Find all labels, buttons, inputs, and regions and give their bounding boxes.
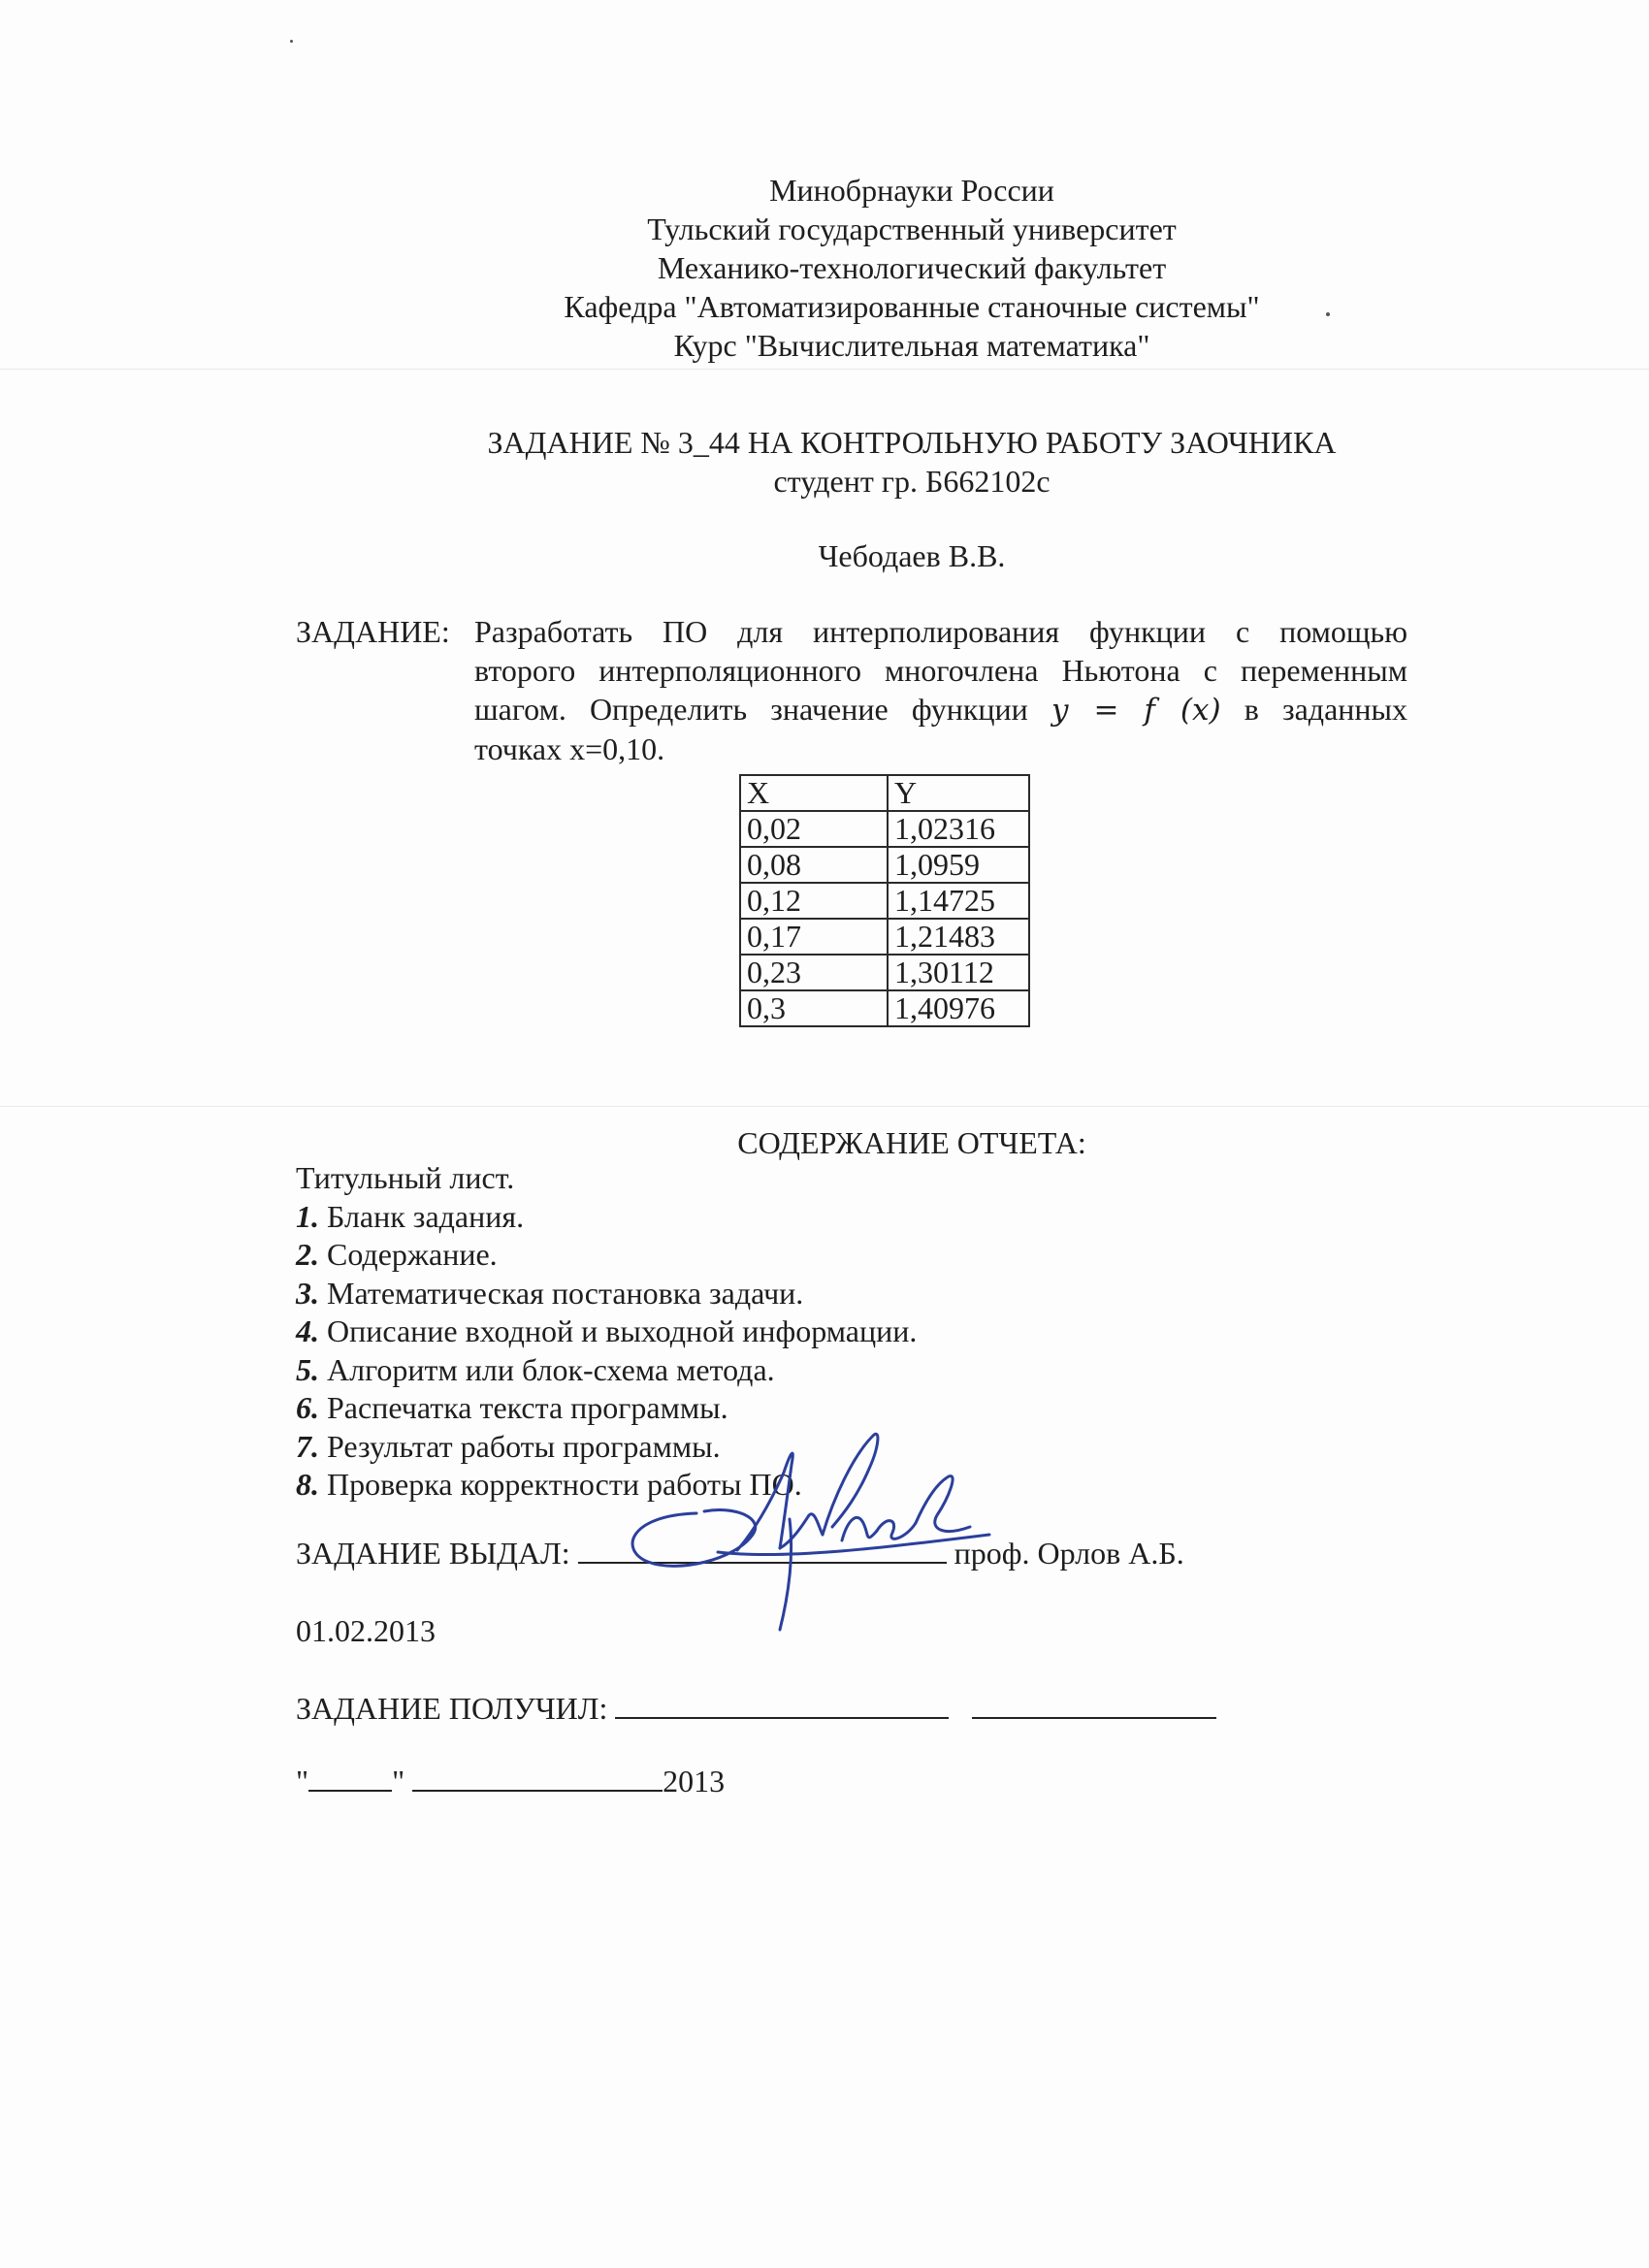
table-cell-x: 0,23	[740, 955, 888, 990]
signature-line	[615, 1690, 949, 1719]
task-line-3	[474, 690, 1407, 729]
table-row	[740, 955, 1029, 990]
date-year: 2013	[663, 1764, 726, 1798]
table-cell-x: 0,02	[740, 811, 888, 847]
student-name: Чебодаев В.В.	[818, 538, 1006, 573]
date-open-quote: "	[296, 1764, 309, 1798]
issue-date: 01.02.2013	[296, 1613, 436, 1648]
header-line-ministry: Минобрнауки России	[769, 173, 1054, 208]
table-header-y: Y	[888, 775, 1029, 811]
received-label: ЗАДАНИЕ ПОЛУЧИЛ:	[296, 1691, 608, 1726]
assignment-title	[0, 423, 1649, 501]
report-heading: СОДЕРЖАНИЕ ОТЧЕТА:	[737, 1125, 1086, 1160]
date-fill-line	[296, 1762, 725, 1800]
name-line	[972, 1690, 1216, 1719]
task-line-4: точках x=0,10.	[474, 731, 665, 766]
received-by-row	[296, 1689, 1216, 1728]
task-label: ЗАДАНИЕ:	[296, 614, 450, 649]
table-cell-y: 1,0959	[888, 847, 1029, 883]
issued-by-name: проф. Орлов А.Б.	[954, 1536, 1184, 1571]
list-item: 1. Бланк задания.	[296, 1198, 525, 1234]
list-item: 8. Проверка корректности работы ПО.	[296, 1467, 802, 1502]
list-item: 5. Алгоритм или блок-схема метода.	[296, 1351, 775, 1387]
table-cell-x: 0,3	[740, 990, 888, 1026]
table-cell-y: 1,30112	[888, 955, 1029, 990]
table-cell-x: 0,12	[740, 883, 888, 919]
header-line-course: Курс "Вычислительная математика"	[673, 328, 1150, 363]
header-line-department: Кафедра "Автоматизированные станочные системы"	[564, 289, 1260, 324]
task-line-2: второго интерполяционного многочлена Ньютона с переменным	[474, 653, 1407, 688]
table-cell-y: 1,14725	[888, 883, 1029, 919]
paper-fold-line	[0, 1106, 1649, 1107]
day-blank	[308, 1763, 392, 1792]
table-row	[740, 990, 1029, 1026]
table-cell-x: 0,08	[740, 847, 888, 883]
document-header	[0, 171, 1649, 365]
task-text	[474, 612, 1407, 768]
table-cell-y: 1,02316	[888, 811, 1029, 847]
task-line-3-end: в заданных	[1244, 692, 1408, 727]
table-row	[740, 847, 1029, 883]
month-blank	[412, 1763, 663, 1792]
table-row	[740, 811, 1029, 847]
task-line-1: Разработать ПО для интерполирования функции с помощью	[474, 614, 1407, 649]
table-header-x: X	[740, 775, 888, 811]
header-line-university: Тульский государственный университет	[647, 211, 1177, 246]
header-line-faculty: Механико-технологический факультет	[657, 250, 1167, 285]
table-cell-x: 0,17	[740, 919, 888, 955]
table-header-row	[740, 775, 1029, 811]
handwritten-signature	[590, 1426, 997, 1639]
table-cell-y: 1,21483	[888, 919, 1029, 955]
table-row	[740, 883, 1029, 919]
list-item: 3. Математическая постановка задачи.	[296, 1275, 804, 1311]
assignment-title-line: ЗАДАНИЕ № 3_44 НА КОНТРОЛЬНУЮ РАБОТУ ЗАОЧНИКА	[487, 425, 1337, 460]
paper-fold-line	[0, 369, 1649, 370]
list-item: Титульный лист.	[296, 1160, 515, 1195]
task-formula: y = f (x)	[1051, 693, 1221, 728]
student-group: студент гр. Б662102с	[773, 464, 1051, 499]
task-line-3-start: шагом. Определить значение функции	[474, 692, 1028, 727]
table-cell-y: 1,40976	[888, 990, 1029, 1026]
list-item: 2. Содержание.	[296, 1237, 498, 1272]
list-item: 4. Описание входной и выходной информации.	[296, 1313, 918, 1348]
table-row	[740, 919, 1029, 955]
date-close-quote: "	[392, 1764, 405, 1798]
list-item: 6. Распечатка текста программы.	[296, 1390, 728, 1425]
paper-speck	[290, 40, 293, 43]
issued-label: ЗАДАНИЕ ВЫДАЛ:	[296, 1536, 570, 1571]
data-table	[739, 774, 1030, 1027]
list-item: 7. Результат работы программы.	[296, 1428, 721, 1464]
